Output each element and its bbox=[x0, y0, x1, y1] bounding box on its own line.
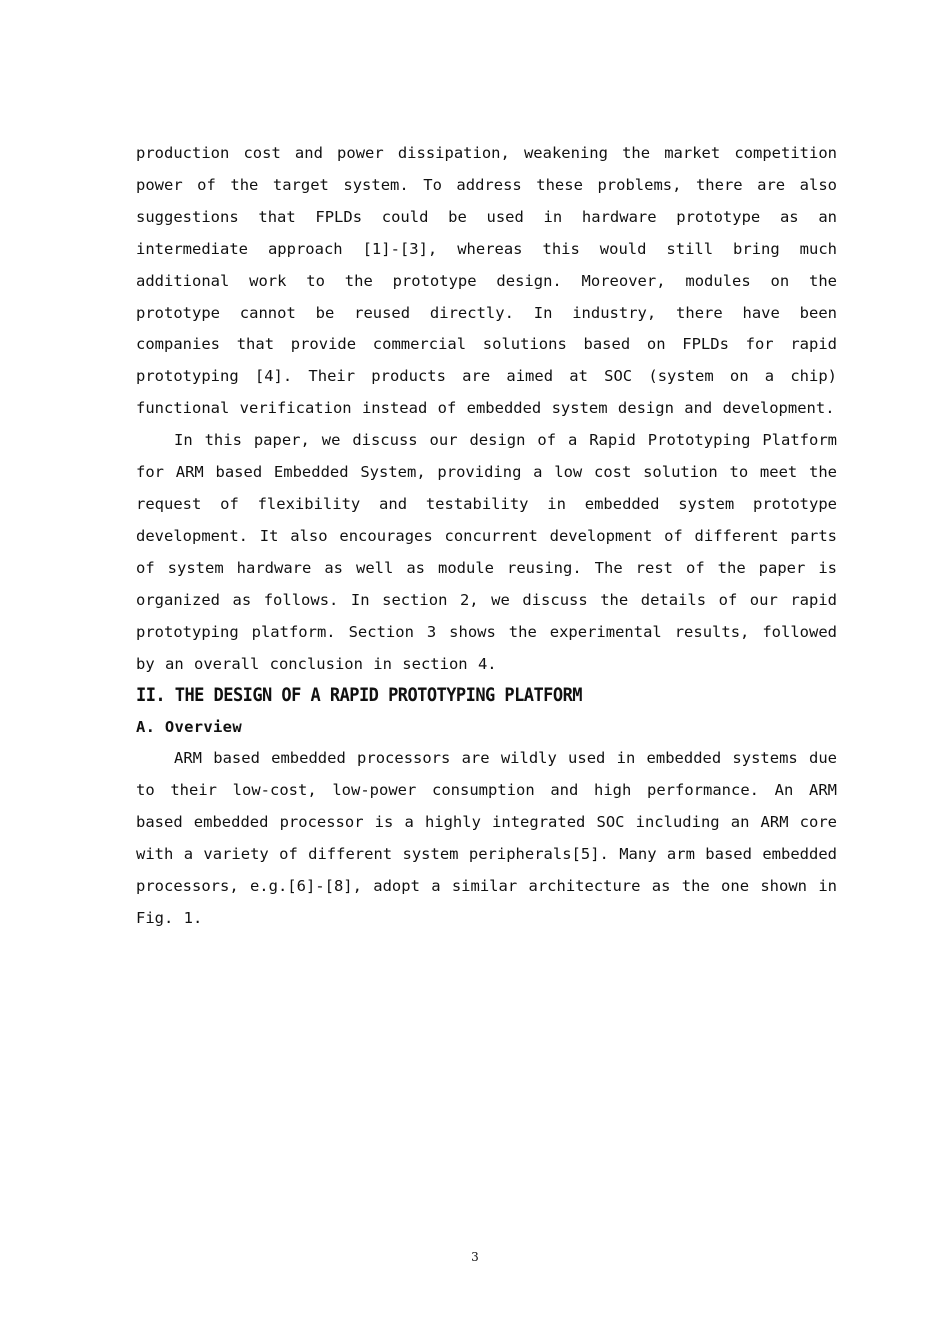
paragraph-overview: ARM based embedded processors are wildly used in embedded systems due to their low-cost, low-power consumption and high performance. An ARM based embedded processor is a highly integrated SOC including an ARM core with a variety of different system peripherals[5]. Many arm based embedded processors, e.g.[6]-[8], adopt a similar architecture as the one shown in Fig. 1. bbox=[136, 749, 837, 927]
paragraph-continuation: production cost and power dissipation, weakening the market competition power of the target system. To address these problems, there are also suggestions that FPLDs could be used in hardware prototype as an intermediate approach [1]-[3], whereas this would still bring much additional work to the prototype design. Moreover, modules on the prototype cannot be reused directly. In industry, there have been companies that provide commercial solutions based on FPLDs for rapid prototyping [4]. Their products are aimed at SOC (system on a chip) functional verification instead of embedded system design and development. bbox=[136, 144, 837, 418]
page-number: 3 bbox=[471, 1250, 479, 1264]
page-body bbox=[136, 138, 837, 935]
subsection-heading: A. Overview bbox=[136, 718, 242, 737]
paragraph-paper-outline: In this paper, we discuss our design of a Rapid Prototyping Platform for ARM based Embedded System, providing a low cost solution to meet the request of flexibility and testability in embedded system prototype development. It also encourages concurrent development of different parts of system hardware as well as module reusing. The rest of the paper is organized as follows. In section 2, we discuss the details of our rapid prototyping platform. Section 3 shows the experimental results, followed by an overall conclusion in section 4. bbox=[136, 431, 837, 673]
section-heading: II. THE DESIGN OF A RAPID PROTOTYPING PLATFORM bbox=[136, 685, 582, 707]
